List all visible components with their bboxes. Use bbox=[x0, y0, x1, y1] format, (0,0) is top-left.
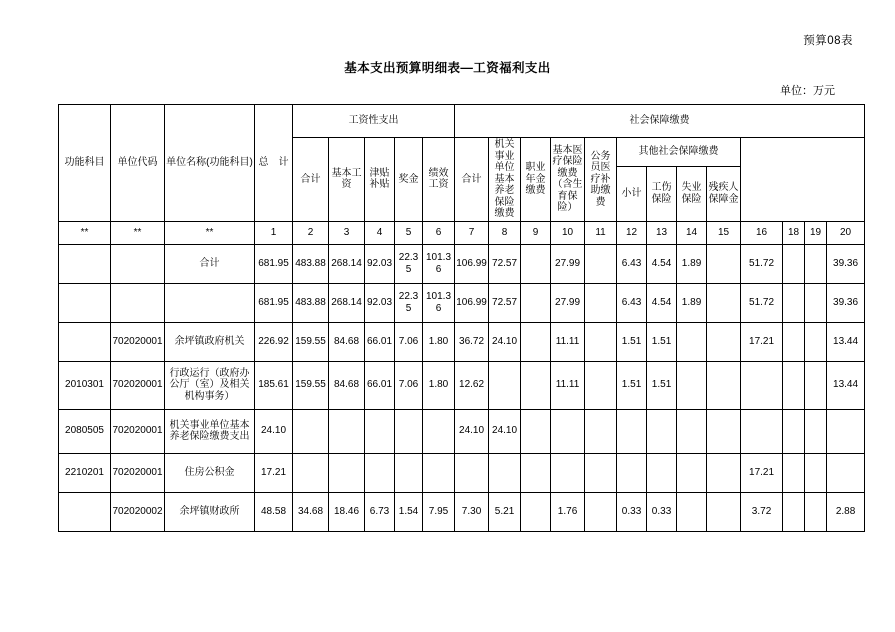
cell-value bbox=[423, 409, 455, 453]
cell-value: 159.55 bbox=[293, 322, 329, 361]
col-header-pension: 机关事业单位基本养老保险缴费 bbox=[489, 138, 521, 222]
cell-value bbox=[293, 409, 329, 453]
cell-value bbox=[783, 244, 805, 283]
cell-value bbox=[677, 322, 707, 361]
col-header-performance: 绩效工资 bbox=[423, 138, 455, 222]
index-cell: 11 bbox=[585, 221, 617, 244]
cell-value bbox=[585, 409, 617, 453]
cell-unit-code: 702020001 bbox=[111, 453, 165, 492]
index-cell: ** bbox=[111, 221, 165, 244]
cell-value bbox=[741, 361, 783, 409]
cell-unit-code: 702020001 bbox=[111, 361, 165, 409]
col-header-allowance: 津贴补贴 bbox=[365, 138, 395, 222]
cell-value bbox=[521, 409, 551, 453]
cell-value bbox=[707, 322, 741, 361]
index-cell: ** bbox=[59, 221, 111, 244]
cell-value: 2.88 bbox=[827, 492, 865, 531]
cell-value: 268.14 bbox=[329, 283, 365, 322]
cell-unit-name: 合计 bbox=[165, 244, 255, 283]
cell-value: 39.36 bbox=[827, 283, 865, 322]
cell-value: 92.03 bbox=[365, 244, 395, 283]
group-header-social: 社会保障缴费 bbox=[455, 105, 865, 138]
cell-value bbox=[677, 492, 707, 531]
cell-value bbox=[329, 453, 365, 492]
cell-value bbox=[585, 322, 617, 361]
cell-value bbox=[805, 492, 827, 531]
page-title: 基本支出预算明细表—工资福利支出 bbox=[344, 61, 551, 75]
cell-value: 17.21 bbox=[741, 322, 783, 361]
cell-value: 4.54 bbox=[647, 244, 677, 283]
col-header-social-total: 合计 bbox=[455, 138, 489, 222]
cell-value: 1.51 bbox=[617, 322, 647, 361]
cell-value: 92.03 bbox=[365, 283, 395, 322]
cell-func-code bbox=[59, 492, 111, 531]
index-cell: 13 bbox=[647, 221, 677, 244]
cell-value: 106.99 bbox=[455, 283, 489, 322]
cell-value bbox=[707, 409, 741, 453]
cell-value: 24.10 bbox=[255, 409, 293, 453]
table-row bbox=[59, 283, 865, 322]
table-row bbox=[59, 492, 865, 531]
col-header-unemployment-insurance: 失业保险 bbox=[677, 167, 707, 222]
index-cell: 9 bbox=[521, 221, 551, 244]
cell-value bbox=[489, 453, 521, 492]
table-row-index bbox=[59, 221, 865, 244]
cell-value bbox=[677, 409, 707, 453]
cell-value: 7.06 bbox=[395, 361, 423, 409]
cell-value: 27.99 bbox=[551, 244, 585, 283]
cell-value: 1.51 bbox=[647, 361, 677, 409]
cell-value bbox=[805, 283, 827, 322]
cell-value bbox=[783, 283, 805, 322]
col-header-bonus: 奖金 bbox=[395, 138, 423, 222]
cell-value bbox=[423, 453, 455, 492]
col-header-total: 总 计 bbox=[255, 105, 293, 222]
cell-value: 483.88 bbox=[293, 283, 329, 322]
index-cell: 19 bbox=[805, 221, 827, 244]
cell-value bbox=[707, 283, 741, 322]
cell-value bbox=[707, 492, 741, 531]
cell-value bbox=[293, 453, 329, 492]
cell-value bbox=[707, 361, 741, 409]
cell-value: 24.10 bbox=[455, 409, 489, 453]
col-header-salary-total: 合计 bbox=[293, 138, 329, 222]
table-row bbox=[59, 409, 865, 453]
cell-value bbox=[617, 453, 647, 492]
table-row bbox=[59, 361, 865, 409]
cell-value: 22.35 bbox=[395, 283, 423, 322]
cell-value: 1.80 bbox=[423, 361, 455, 409]
form-number: 预算08表 bbox=[803, 35, 853, 47]
table-row bbox=[59, 322, 865, 361]
index-cell: 18 bbox=[783, 221, 805, 244]
col-header-other-social-subtotal: 小计 bbox=[617, 167, 647, 222]
table-row bbox=[59, 453, 865, 492]
cell-func-code: 2210201 bbox=[59, 453, 111, 492]
index-cell: 3 bbox=[329, 221, 365, 244]
cell-value: 4.54 bbox=[647, 283, 677, 322]
cell-value bbox=[783, 322, 805, 361]
cell-value: 27.99 bbox=[551, 283, 585, 322]
cell-value: 13.44 bbox=[827, 322, 865, 361]
col-header-disability-fund: 残疾人保障金 bbox=[707, 167, 741, 222]
cell-unit-code: 702020001 bbox=[111, 409, 165, 453]
cell-value bbox=[521, 244, 551, 283]
cell-value: 13.44 bbox=[827, 361, 865, 409]
col-header-unit-code: 单位代码 bbox=[111, 105, 165, 222]
cell-value: 1.80 bbox=[423, 322, 455, 361]
cell-unit-code bbox=[111, 244, 165, 283]
index-cell: 10 bbox=[551, 221, 585, 244]
index-cell: ** bbox=[165, 221, 255, 244]
index-cell: 6 bbox=[423, 221, 455, 244]
cell-value bbox=[677, 361, 707, 409]
cell-value bbox=[395, 409, 423, 453]
cell-value: 17.21 bbox=[741, 453, 783, 492]
index-cell: 14 bbox=[677, 221, 707, 244]
cell-unit-code bbox=[111, 283, 165, 322]
cell-value bbox=[783, 409, 805, 453]
cell-value: 681.95 bbox=[255, 283, 293, 322]
cell-value bbox=[827, 453, 865, 492]
cell-value: 101.36 bbox=[423, 244, 455, 283]
cell-unit-name bbox=[165, 283, 255, 322]
cell-value bbox=[805, 453, 827, 492]
index-cell: 2 bbox=[293, 221, 329, 244]
cell-value bbox=[783, 492, 805, 531]
cell-value bbox=[585, 244, 617, 283]
col-header-unit-name: 单位名称(功能科目) bbox=[165, 105, 255, 222]
cell-value bbox=[741, 409, 783, 453]
cell-value bbox=[805, 361, 827, 409]
col-header-func-code: 功能科目 bbox=[59, 105, 111, 222]
col-header-civil-servant-medical: 公务员医疗补助缴费 bbox=[585, 138, 617, 222]
index-cell: 5 bbox=[395, 221, 423, 244]
cell-value: 48.58 bbox=[255, 492, 293, 531]
cell-value: 39.36 bbox=[827, 244, 865, 283]
cell-unit-name: 余坪镇政府机关 bbox=[165, 322, 255, 361]
cell-value bbox=[521, 453, 551, 492]
cell-value bbox=[551, 409, 585, 453]
cell-value: 681.95 bbox=[255, 244, 293, 283]
cell-value bbox=[521, 322, 551, 361]
cell-value: 66.01 bbox=[365, 361, 395, 409]
cell-value: 11.11 bbox=[551, 361, 585, 409]
index-cell: 7 bbox=[455, 221, 489, 244]
cell-value: 268.14 bbox=[329, 244, 365, 283]
cell-value: 6.43 bbox=[617, 283, 647, 322]
cell-value: 72.57 bbox=[489, 283, 521, 322]
cell-unit-name: 住房公积金 bbox=[165, 453, 255, 492]
cell-func-code: 2010301 bbox=[59, 361, 111, 409]
col-header-injury-insurance: 工伤保险 bbox=[647, 167, 677, 222]
cell-value: 1.54 bbox=[395, 492, 423, 531]
cell-value bbox=[585, 453, 617, 492]
budget-table bbox=[58, 104, 865, 532]
group-header-other-social: 其他社会保障缴费 bbox=[617, 138, 741, 167]
cell-unit-name: 机关事业单位基本养老保险缴费支出 bbox=[165, 409, 255, 453]
cell-value: 51.72 bbox=[741, 244, 783, 283]
cell-value: 7.30 bbox=[455, 492, 489, 531]
cell-value: 22.35 bbox=[395, 244, 423, 283]
cell-value bbox=[365, 453, 395, 492]
cell-value: 72.57 bbox=[489, 244, 521, 283]
cell-value: 84.68 bbox=[329, 322, 365, 361]
cell-value: 51.72 bbox=[741, 283, 783, 322]
cell-value bbox=[617, 409, 647, 453]
cell-value bbox=[585, 492, 617, 531]
cell-value bbox=[783, 361, 805, 409]
cell-value bbox=[805, 409, 827, 453]
cell-value: 101.36 bbox=[423, 283, 455, 322]
cell-value bbox=[647, 453, 677, 492]
cell-value bbox=[647, 409, 677, 453]
cell-value: 106.99 bbox=[455, 244, 489, 283]
group-header-salary: 工资性支出 bbox=[293, 105, 455, 138]
col-header-basic-medical: 基本医疗保险缴费（含生育保险） bbox=[551, 138, 585, 222]
cell-value: 66.01 bbox=[365, 322, 395, 361]
index-cell: 20 bbox=[827, 221, 865, 244]
cell-value bbox=[677, 453, 707, 492]
cell-value: 3.72 bbox=[741, 492, 783, 531]
cell-value bbox=[827, 409, 865, 453]
cell-value: 36.72 bbox=[455, 322, 489, 361]
col-header-occupational-annuity: 职业年金缴费 bbox=[521, 138, 551, 222]
cell-value: 1.89 bbox=[677, 244, 707, 283]
cell-func-code bbox=[59, 283, 111, 322]
cell-value bbox=[365, 409, 395, 453]
cell-value bbox=[521, 492, 551, 531]
cell-value: 185.61 bbox=[255, 361, 293, 409]
cell-value: 7.95 bbox=[423, 492, 455, 531]
cell-value bbox=[395, 453, 423, 492]
col-header-basic-salary: 基本工资 bbox=[329, 138, 365, 222]
cell-value: 1.51 bbox=[647, 322, 677, 361]
cell-unit-name: 余坪镇财政所 bbox=[165, 492, 255, 531]
cell-value: 34.68 bbox=[293, 492, 329, 531]
cell-value bbox=[585, 283, 617, 322]
cell-value bbox=[489, 361, 521, 409]
cell-value: 159.55 bbox=[293, 361, 329, 409]
cell-func-code bbox=[59, 244, 111, 283]
cell-value bbox=[707, 244, 741, 283]
cell-value: 0.33 bbox=[617, 492, 647, 531]
cell-unit-code: 702020001 bbox=[111, 322, 165, 361]
table-body bbox=[59, 221, 865, 531]
cell-value: 1.51 bbox=[617, 361, 647, 409]
cell-value: 5.21 bbox=[489, 492, 521, 531]
table-row bbox=[59, 244, 865, 283]
cell-func-code bbox=[59, 322, 111, 361]
index-cell: 8 bbox=[489, 221, 521, 244]
cell-value: 7.06 bbox=[395, 322, 423, 361]
cell-value bbox=[783, 453, 805, 492]
cell-value: 11.11 bbox=[551, 322, 585, 361]
cell-value: 6.73 bbox=[365, 492, 395, 531]
cell-value bbox=[455, 453, 489, 492]
index-cell: 1 bbox=[255, 221, 293, 244]
index-cell: 4 bbox=[365, 221, 395, 244]
cell-value bbox=[521, 283, 551, 322]
cell-value: 483.88 bbox=[293, 244, 329, 283]
unit-note: 单位：万元 bbox=[780, 85, 835, 97]
index-cell: 12 bbox=[617, 221, 647, 244]
cell-value: 12.62 bbox=[455, 361, 489, 409]
index-cell: 16 bbox=[741, 221, 783, 244]
budget-table-container bbox=[58, 104, 859, 532]
cell-value: 0.33 bbox=[647, 492, 677, 531]
cell-value: 84.68 bbox=[329, 361, 365, 409]
cell-value bbox=[521, 361, 551, 409]
cell-value bbox=[329, 409, 365, 453]
cell-value bbox=[805, 322, 827, 361]
cell-value: 226.92 bbox=[255, 322, 293, 361]
cell-func-code: 2080505 bbox=[59, 409, 111, 453]
cell-value bbox=[707, 453, 741, 492]
cell-value: 1.89 bbox=[677, 283, 707, 322]
cell-value bbox=[551, 453, 585, 492]
cell-value: 1.76 bbox=[551, 492, 585, 531]
cell-value: 17.21 bbox=[255, 453, 293, 492]
cell-value bbox=[585, 361, 617, 409]
index-cell: 15 bbox=[707, 221, 741, 244]
cell-value: 24.10 bbox=[489, 409, 521, 453]
cell-value bbox=[805, 244, 827, 283]
cell-unit-name: 行政运行（政府办公厅（室）及相关机构事务） bbox=[165, 361, 255, 409]
cell-value: 6.43 bbox=[617, 244, 647, 283]
cell-unit-code: 702020002 bbox=[111, 492, 165, 531]
cell-value: 24.10 bbox=[489, 322, 521, 361]
cell-value: 18.46 bbox=[329, 492, 365, 531]
